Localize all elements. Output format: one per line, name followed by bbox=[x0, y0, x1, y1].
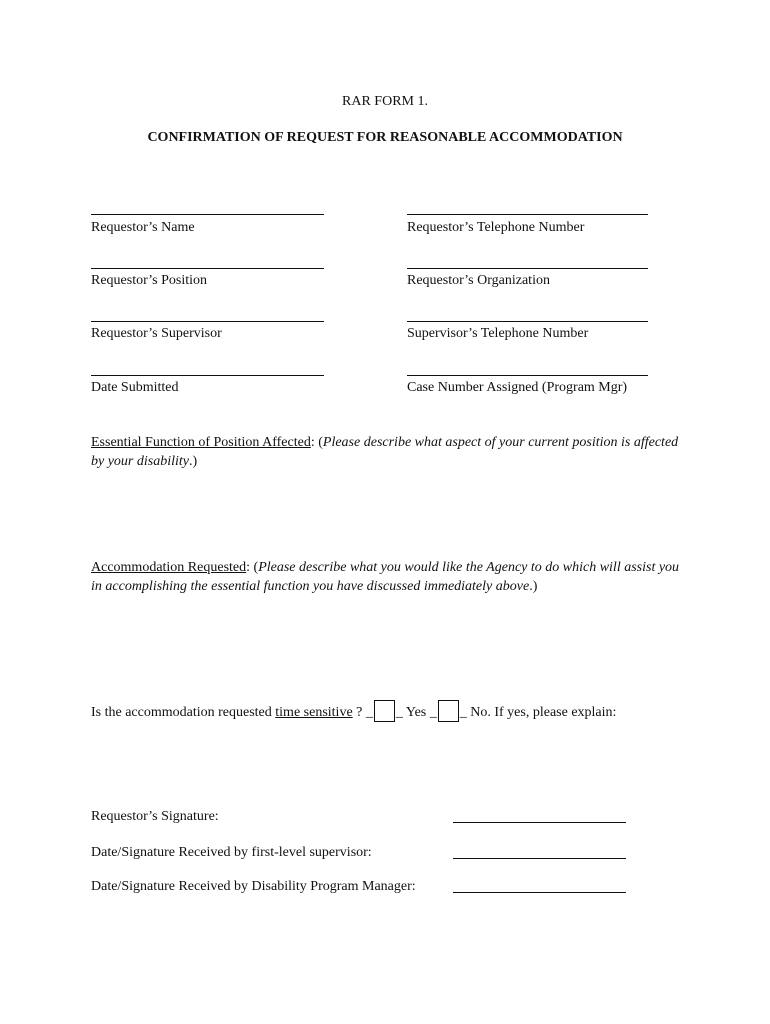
form-title: CONFIRMATION OF REQUEST FOR REASONABLE ACCOMMODATION bbox=[147, 130, 623, 145]
form-id: RAR FORM 1. bbox=[342, 94, 428, 109]
no-checkbox[interactable] bbox=[438, 700, 459, 722]
supervisor-telephone-label: Supervisor’s Telephone Number bbox=[407, 326, 589, 341]
supervisor-signature-label: Date/Signature Received by first-level supervisor: bbox=[91, 845, 372, 860]
case-number-line[interactable] bbox=[407, 375, 648, 376]
supervisor-signature-line[interactable] bbox=[453, 858, 626, 859]
requestor-position-line[interactable] bbox=[91, 268, 324, 269]
accommodation-end: .) bbox=[529, 579, 538, 594]
requestor-name-line[interactable] bbox=[91, 214, 324, 215]
manager-signature-line[interactable] bbox=[453, 892, 626, 893]
case-number-label: Case Number Assigned (Program Mgr) bbox=[407, 380, 628, 395]
requestor-signature-line[interactable] bbox=[453, 822, 626, 823]
no-label: _ No. If yes, please explain: bbox=[459, 705, 617, 720]
yes-checkbox[interactable] bbox=[374, 700, 395, 722]
date-submitted-label: Date Submitted bbox=[91, 380, 179, 395]
time-sensitive-suffix: ? _ bbox=[352, 705, 373, 720]
essential-function-section bbox=[91, 433, 691, 471]
accommodation-label: Accommodation Requested bbox=[91, 560, 247, 575]
time-sensitive-prefix: Is the accommodation requested bbox=[91, 705, 276, 720]
accommodation-instruction: Please describe what you would like the Agency to do which will assist you in accomplishing the essential function you have discussed immediately above bbox=[91, 560, 680, 594]
requestor-name-label: Requestor’s Name bbox=[91, 220, 195, 235]
time-sensitive-underlined: time sensitive bbox=[275, 705, 353, 720]
essential-function-label: Essential Function of Position Affected bbox=[91, 435, 311, 450]
manager-signature-label: Date/Signature Received by Disability Program Manager: bbox=[91, 879, 416, 894]
date-submitted-line[interactable] bbox=[91, 375, 324, 376]
requestor-organization-label: Requestor’s Organization bbox=[407, 273, 550, 288]
requestor-supervisor-label: Requestor’s Supervisor bbox=[91, 326, 222, 341]
requestor-telephone-line[interactable] bbox=[407, 214, 648, 215]
essential-function-end: .) bbox=[189, 454, 198, 469]
requestor-signature-label: Requestor’s Signature: bbox=[91, 809, 219, 824]
requestor-position-label: Requestor’s Position bbox=[91, 273, 208, 288]
accommodation-colon: : ( bbox=[246, 560, 259, 575]
yes-label: _ Yes _ bbox=[395, 705, 437, 720]
essential-function-instruction: Please describe what aspect of your current position is affected by your disability bbox=[91, 435, 679, 469]
essential-function-colon: : ( bbox=[310, 435, 323, 450]
supervisor-telephone-line[interactable] bbox=[407, 321, 648, 322]
time-sensitive-question bbox=[91, 700, 616, 722]
accommodation-section bbox=[91, 558, 691, 596]
requestor-organization-line[interactable] bbox=[407, 268, 648, 269]
requestor-telephone-label: Requestor’s Telephone Number bbox=[407, 220, 585, 235]
requestor-supervisor-line[interactable] bbox=[91, 321, 324, 322]
